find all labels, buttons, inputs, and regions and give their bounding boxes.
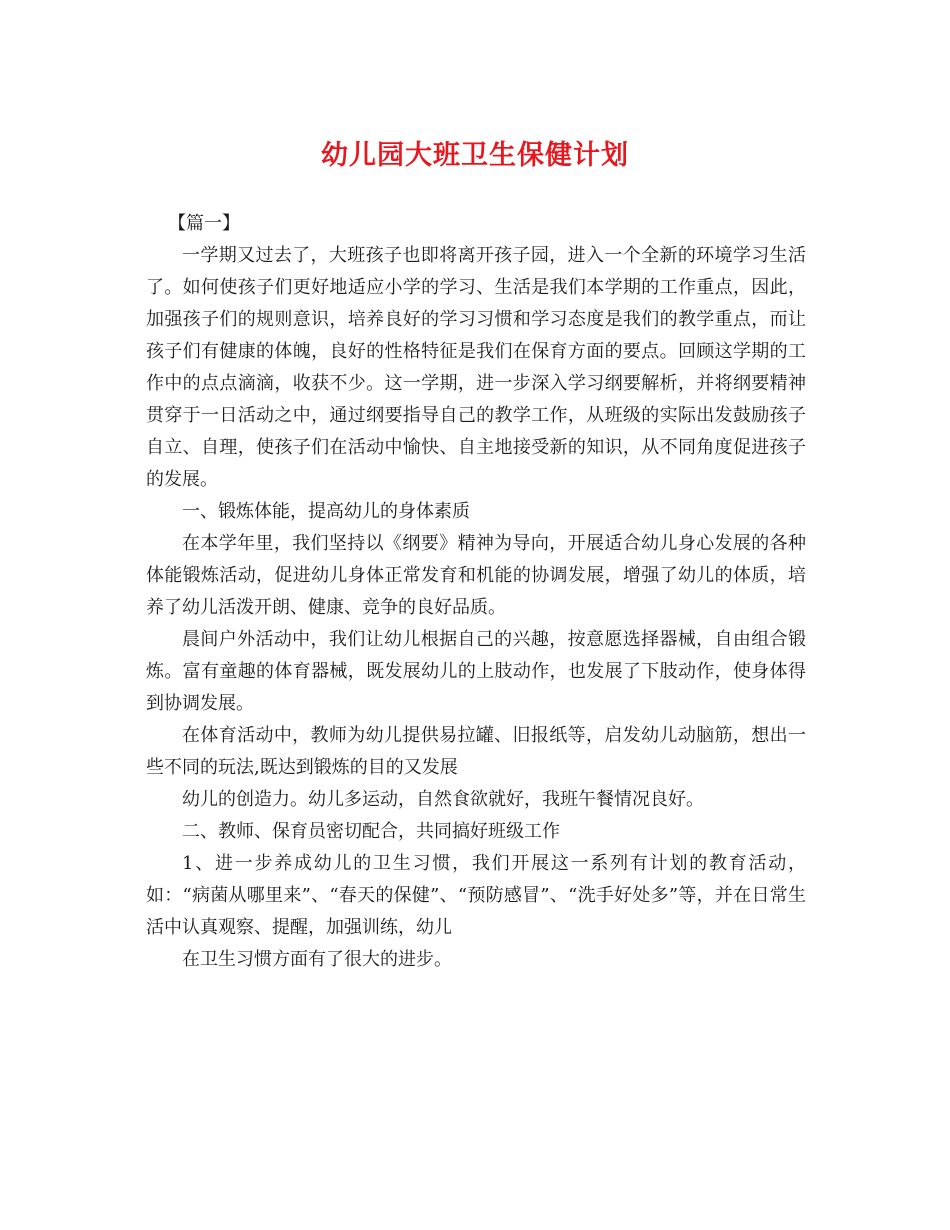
paragraph-fitness: 在本学年里，我们坚持以《纲要》精神为导向，开展适合幼儿身心发展的各种体能锻炼活动，促进幼儿身体正常发育和机能的协调发展，增强了幼儿的体质，培养了幼儿活泼开朗、健康、竞争的良好品质。 <box>146 533 806 618</box>
paragraph-hygiene-progress: 在卫生习惯方面有了很大的进步。 <box>182 949 452 970</box>
paragraph-hygiene-habits: 1、进一步养成幼儿的卫生习惯，我们开展这一系列有计划的教育活动，如：“病菌从哪里来”、“春天的保健”、“预防感冒”、“洗手好处多”等，并在日常生活中认真观察、提醒，加强训练，幼儿 <box>146 853 806 938</box>
intro-paragraph: 一学期又过去了，大班孩子也即将离开孩子园，进入一个全新的环境学习生活了。如何使孩子们更好地适应小学的学习、生活是我们本学期的工作重点，因此，加强孩子们的规则意识，培养良好的学习习惯和学习态度是我们的教学重点，而让孩子们有健康的体魄，良好的性格特征是我们在保育方面的要点。回顾这学期的工作中的点点滴滴，收获不少。这一学期，进一步深入学习纲要解析，并将纲要精神贯穿于一日活动之中，通过纲要指导自己的教学工作，从班级的实际出发鼓励孩子自立、自理，使孩子们在活动中愉快、自主地接受新的知识，从不同角度促进孩子的发展。 <box>146 245 806 490</box>
document-body <box>146 208 806 976</box>
paragraph-creativity: 幼儿的创造力。幼儿多运动，自然食欲就好，我班午餐情况良好。 <box>182 789 704 810</box>
document-title: 幼儿园大班卫生保健计划 <box>321 140 629 171</box>
section-heading-1: 一、锻炼体能，提高幼儿的身体素质 <box>182 501 470 522</box>
section-heading-2: 二、教师、保育员密切配合，共同搞好班级工作 <box>182 821 560 842</box>
paragraph-morning-activity: 晨间户外活动中，我们让幼儿根据自己的兴趣，按意愿选择器械，自由组合锻炼。富有童趣的体育器械，既发展幼儿的上肢动作，也发展了下肢动作，使身体得到协调发展。 <box>146 629 806 714</box>
section-tag: 【篇一】 <box>168 213 240 234</box>
paragraph-pe-activity: 在体育活动中，教师为幼儿提供易拉罐、旧报纸等，启发幼儿动脑筋，想出一些不同的玩法,既达到锻炼的目的又发展 <box>146 725 806 778</box>
